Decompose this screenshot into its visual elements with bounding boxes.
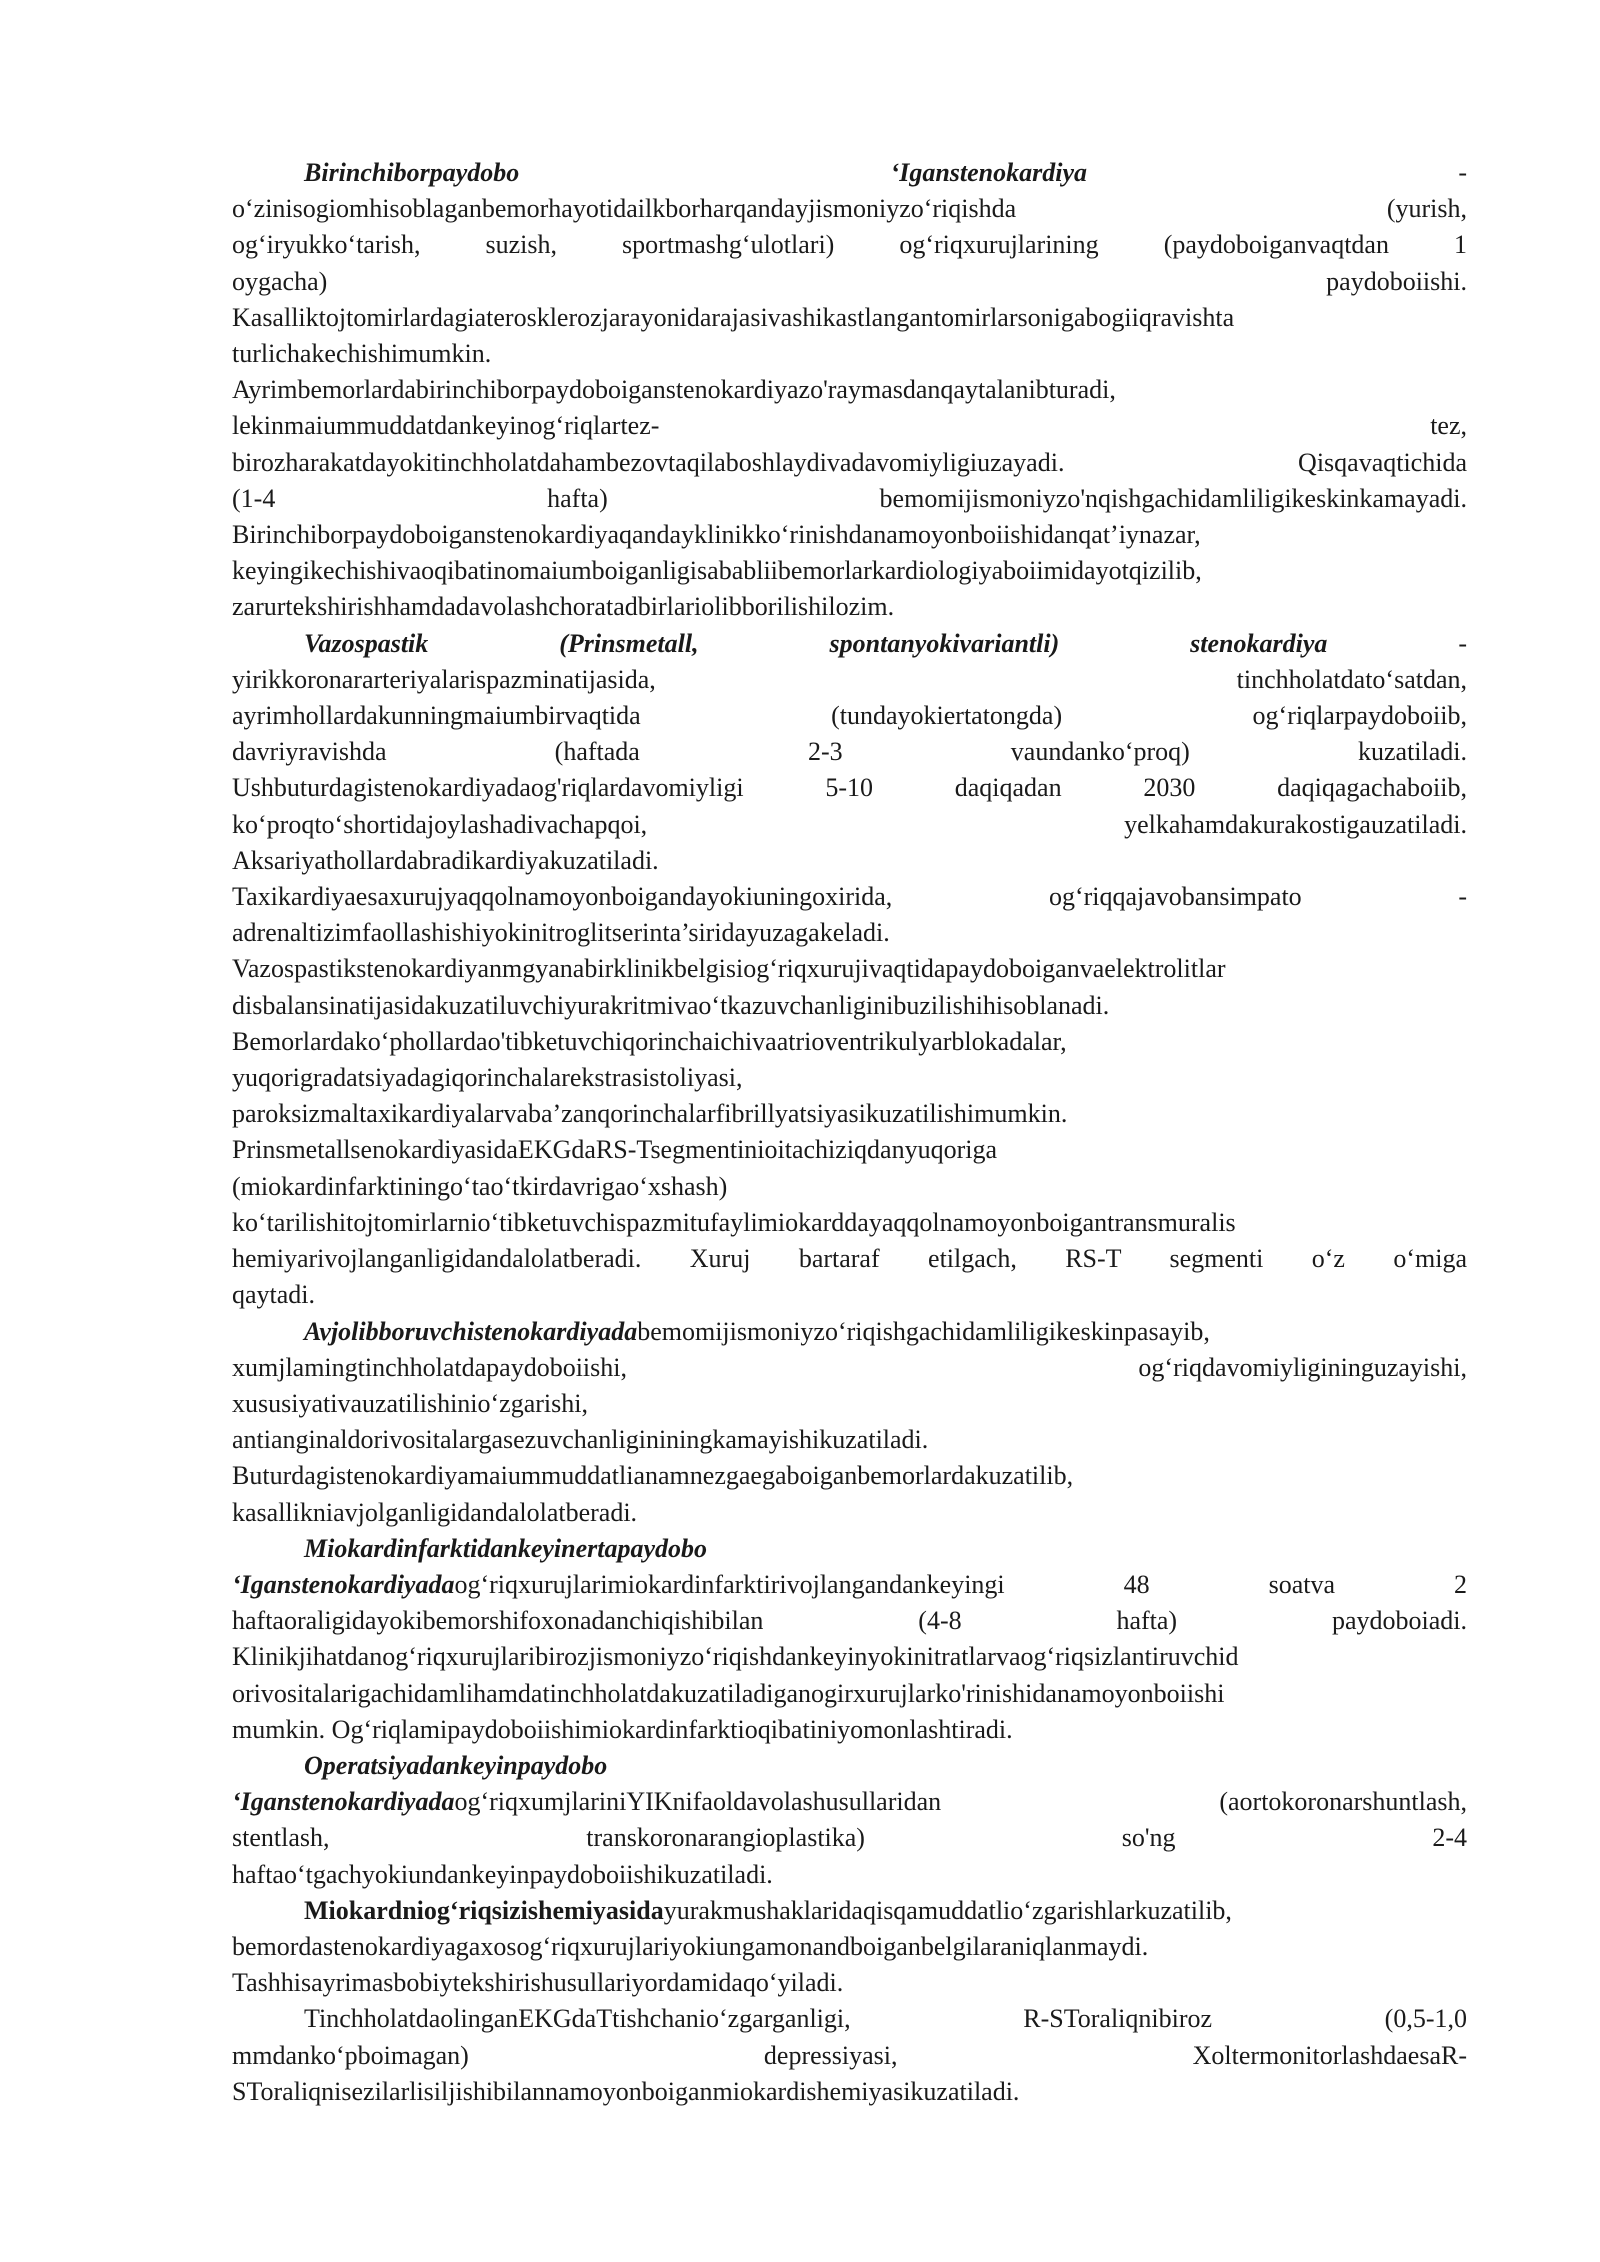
text-line <box>232 155 1467 191</box>
text-line <box>232 698 1467 734</box>
text-line <box>232 1857 1467 1893</box>
text-run: Klinikjihatdanog‘riqxurujlaribirozjismoniyzo‘riqishdankeyinyokinitratlarvaog‘riqsizlantiruvchid <box>232 1642 1239 1672</box>
text-line <box>232 1314 1467 1350</box>
text-run: haftao‘tgachyokiundankeyinpaydoboiishikuzatiladi. <box>232 1859 773 1889</box>
text-line <box>232 734 1467 770</box>
paragraph-first-onset-angina <box>232 155 1467 372</box>
text-run: og‘iryukko‘tarish, suzish, sportmashg‘ulotlari) og‘riqxurujlarining (paydoboiganvaqtdan 1 <box>232 230 1467 260</box>
text-line <box>232 2074 1467 2110</box>
paragraph-post-infarction-angina <box>232 1531 1467 1748</box>
text-line <box>232 1205 1467 1241</box>
text-line <box>232 662 1467 698</box>
text-run: stentlash, transkoronarangioplastika) so'ng 2-4 <box>232 1823 1467 1853</box>
text-line <box>232 1024 1467 1060</box>
text-run: yuqorigradatsiyadagiqorinchalarekstrasistoliyasi, <box>232 1063 743 1093</box>
text-line <box>232 372 1467 408</box>
text-run: oygacha) paydoboiishi. <box>232 266 1467 296</box>
text-line <box>232 1929 1467 1965</box>
text-line <box>232 264 1467 300</box>
text-line <box>232 1096 1467 1132</box>
text-line <box>232 1060 1467 1096</box>
emphasized-term: Operatsiyadankeyinpaydobo <box>304 1750 608 1780</box>
text-run: o‘zinisogiomhisoblaganbemorhayotidailkborharqandayjismoniyzo‘riqishda (yurish, <box>232 194 1467 224</box>
text-run: birozharakatdayokitinchholatdahambezovtaqilaboshlaydivadavomiyligiuzayadi. Qisqavaqtichida <box>232 447 1467 477</box>
text-run: (1-4 hafta) bemomijismoniyzo'nqishgachidamliligikeskinkamayadi. <box>232 483 1467 513</box>
text-line <box>232 1567 1467 1603</box>
text-line <box>232 336 1467 372</box>
text-run: Ayrimbemorlardabirinchiborpaydoboiganstenokardiyazo'raymasdanqaytalanibturadi, <box>232 375 1116 405</box>
text-line <box>232 553 1467 589</box>
paragraph-post-operative-angina <box>232 1748 1467 1893</box>
text-line <box>232 1458 1467 1494</box>
text-run: ayrimhollardakunningmaiumbirvaqtida (tundayokiertatongda) og‘riqlarpaydoboiib, <box>232 701 1467 731</box>
text-line <box>232 1784 1467 1820</box>
text-line <box>232 300 1467 336</box>
text-line <box>232 770 1467 806</box>
text-line <box>232 1350 1467 1386</box>
text-run: orivositalarigachidamlihamdatinchholatdakuzatiladiganogirxurujlarko'rinishidanamoyonboiishi <box>232 1678 1225 1708</box>
text-run: yirikkoronararteriyalarispazminatijasida, tinchholatdato‘satdan, <box>232 664 1467 694</box>
text-run: Birinchiborpaydoboiganstenokardiyaqandayklinikko‘rinishdanamoyonboiishidanqat’iynazar, <box>232 520 1201 550</box>
text-line <box>232 227 1467 263</box>
text-line <box>232 1277 1467 1313</box>
text-run: PrinsmetallsenokardiyasidaEKGdaRS-Tsegmentinioitachiziqdanyuqoriga <box>232 1135 998 1165</box>
text-line <box>232 2038 1467 2074</box>
text-run: og‘riqxumjlariniYIKnifaoldavolashusullaridan (aortokoronarshuntlash, <box>454 1787 1467 1817</box>
text-line <box>232 951 1467 987</box>
text-run: bemordastenokardiyagaxosog‘riqxurujlariyokiungamonandboiganbelgilaraniqlanmaydi. <box>232 1931 1149 1961</box>
text-line <box>232 1820 1467 1856</box>
text-run: adrenaltizimfaollashishiyokinitroglitserinta’siridayuzagakeladi. <box>232 918 890 948</box>
text-run: lekinmaiummuddatdankeyinog‘riqlartez- tez, <box>232 411 1467 441</box>
text-run: mumkin. Og‘riqlamipaydoboiishimiokardinfarktioqibatiniyomonlashtiradi. <box>232 1714 1013 1744</box>
text-run: Tashhisayrimasbobiytekshirishusullariyordamidaqo‘yiladi. <box>232 1968 844 1998</box>
text-line <box>232 1495 1467 1531</box>
text-run: turlichakechishimumkin. <box>232 339 492 369</box>
text-run: (miokardinfarktiningo‘tao‘tkirdavrigao‘xshash) <box>232 1171 728 1201</box>
text-line <box>232 1531 1467 1567</box>
text-line <box>232 408 1467 444</box>
text-run: SToraliqnisezilarlisiljishibilannamoyonboiganmiokardishemiyasikuzatiladi. <box>232 2076 1020 2106</box>
text-run: paroksizmaltaxikardiyalarvaba’zanqorinchalarfibrillyatsiyasikuzatilishimumkin. <box>232 1099 1068 1129</box>
text-run: yurakmushaklaridaqisqamuddatlio‘zgarishlarkuzatilib, <box>663 1895 1232 1925</box>
text-line <box>232 481 1467 517</box>
text-run: disbalansinatijasidakuzatiluvchiyurakritmivao‘tkazuvchanliginibuzilishihisoblanadi. <box>232 990 1110 1020</box>
text-line <box>232 879 1467 915</box>
text-line <box>232 843 1467 879</box>
emphasized-term: Avjolibboruvchistenokardiyada <box>304 1316 638 1346</box>
text-line <box>232 988 1467 1024</box>
text-run: davriyravishda (haftada 2-3 vaundanko‘proq) kuzatiladi. <box>232 737 1467 767</box>
paragraph-progressive-angina <box>232 1314 1467 1531</box>
paragraph-recurrence <box>232 372 1467 625</box>
text-run: xususiyativauzatilishinio‘zgarishi, <box>232 1388 588 1418</box>
text-line <box>232 2001 1467 2037</box>
text-line <box>232 915 1467 951</box>
text-line <box>232 807 1467 843</box>
document-page <box>232 155 1467 2110</box>
text-line <box>232 1603 1467 1639</box>
paragraph-ecg-findings <box>232 2001 1467 2110</box>
text-line <box>232 1169 1467 1205</box>
text-run: hemiyarivojlanganligidandalolatberadi. Xuruj bartaraf etilgach, RS-T segmenti o‘z o‘miga <box>232 1244 1467 1274</box>
text-line <box>232 1639 1467 1675</box>
text-run: Ushbuturdagistenokardiyadaog'riqlardavomiyligi 5-10 daqiqadan 2030 daqiqagachaboiib, <box>232 773 1467 803</box>
text-run: kasallikniavjolganligidandalolatberadi. <box>232 1497 638 1527</box>
text-line <box>232 1748 1467 1784</box>
text-run: antianginaldorivositalargasezuvchanligininingkamayishikuzatiladi. <box>232 1425 929 1455</box>
text-line <box>232 626 1467 662</box>
text-line <box>232 1241 1467 1277</box>
paragraph-silent-ischemia <box>232 1893 1467 2002</box>
text-line <box>232 1132 1467 1168</box>
text-run: ko‘proqto‘shortidajoylashadivachapqoi, yelkahamdakurakostigauzatiladi. <box>232 809 1467 839</box>
text-run: xumjlamingtinchholatdapaydoboiishi, og‘riqdavomiyligininguzayishi, <box>232 1352 1467 1382</box>
text-run: - <box>1327 628 1467 658</box>
emphasized-term: Miokardinfarktidankeyinertapaydobo <box>304 1533 708 1563</box>
text-line <box>232 517 1467 553</box>
emphasized-term: Vazospastik (Prinsmetall, spontanyokivariantli) stenokardiya <box>304 628 1328 658</box>
text-line <box>232 589 1467 625</box>
text-run: zarurtekshirishhamdadavolashchoratadbirlariolibborilishilozim. <box>232 592 895 622</box>
text-line <box>232 1712 1467 1748</box>
text-run: Taxikardiyaesaxurujyaqqolnamoyonboigandayokiuningoxirida, og‘riqqajavobansimpato - <box>232 882 1467 912</box>
text-run: - <box>1087 158 1467 187</box>
text-run: haftaoraligidayokibemorshifoxonadanchiqishibilan (4-8 hafta) paydoboiadi. <box>232 1606 1467 1636</box>
text-run: Buturdagistenokardiyamaiummuddatlianamnezgaegaboiganbemorlardakuzatilib, <box>232 1461 1074 1491</box>
text-line <box>232 1893 1467 1929</box>
text-line <box>232 1386 1467 1422</box>
text-run: qaytadi. <box>232 1280 316 1310</box>
emphasized-term: Miokardniog‘riqsizishemiyasida <box>304 1895 664 1925</box>
text-run: ko‘tarilishitojtomirlarnio‘tibketuvchispazmitufaylimiokarddayaqqolnamoyonboigantransmuralis <box>232 1207 1236 1237</box>
text-run: mmdanko‘pboimagan) depressiyasi, XoltermonitorlashdaesaR- <box>232 2040 1467 2070</box>
text-line <box>232 1965 1467 2001</box>
text-run: Kasalliktojtomirlardagiaterosklerozjarayonidarajasivashikastlangantomirlarsonigabogiiqravishta <box>232 302 1235 332</box>
paragraph-vasospastic-angina <box>232 626 1467 1314</box>
text-run: keyingikechishivaoqibatinomaiumboiganligisababliibemorlarkardiologiyaboiimidayotqizilib, <box>232 556 1202 586</box>
text-line <box>232 191 1467 227</box>
text-run: Bemorlardako‘phollardao'tibketuvchiqorinchaichivaatrioventrikulyarblokadalar, <box>232 1026 1067 1056</box>
text-run: Vazospastikstenokardiyanmgyanabirklinikbelgisiog‘riqxurujivaqtidapaydoboiganvaelektrolitlar <box>232 954 1226 984</box>
emphasized-term: ‘Iganstenokardiyada <box>232 1787 455 1817</box>
text-line <box>232 1676 1467 1712</box>
text-run: Aksariyathollardabradikardiyakuzatiladi. <box>232 845 659 875</box>
emphasized-term: Birinchiborpaydobo ‘Iganstenokardiya <box>304 158 1088 187</box>
text-run: TinchholatdaolinganEKGdaTtishchanio‘zgarganligi, R-SToraliqnibiroz (0,5-1,0 <box>304 2004 1467 2034</box>
emphasized-term: ‘Iganstenokardiyada <box>232 1569 455 1599</box>
text-run: og‘riqxurujlarimiokardinfarktirivojlangandankeyingi 48 soatva 2 <box>454 1569 1467 1599</box>
text-line <box>232 445 1467 481</box>
text-line <box>232 1422 1467 1458</box>
text-run: bemomijismoniyzo‘riqishgachidamliligikeskinpasayib, <box>637 1316 1210 1346</box>
